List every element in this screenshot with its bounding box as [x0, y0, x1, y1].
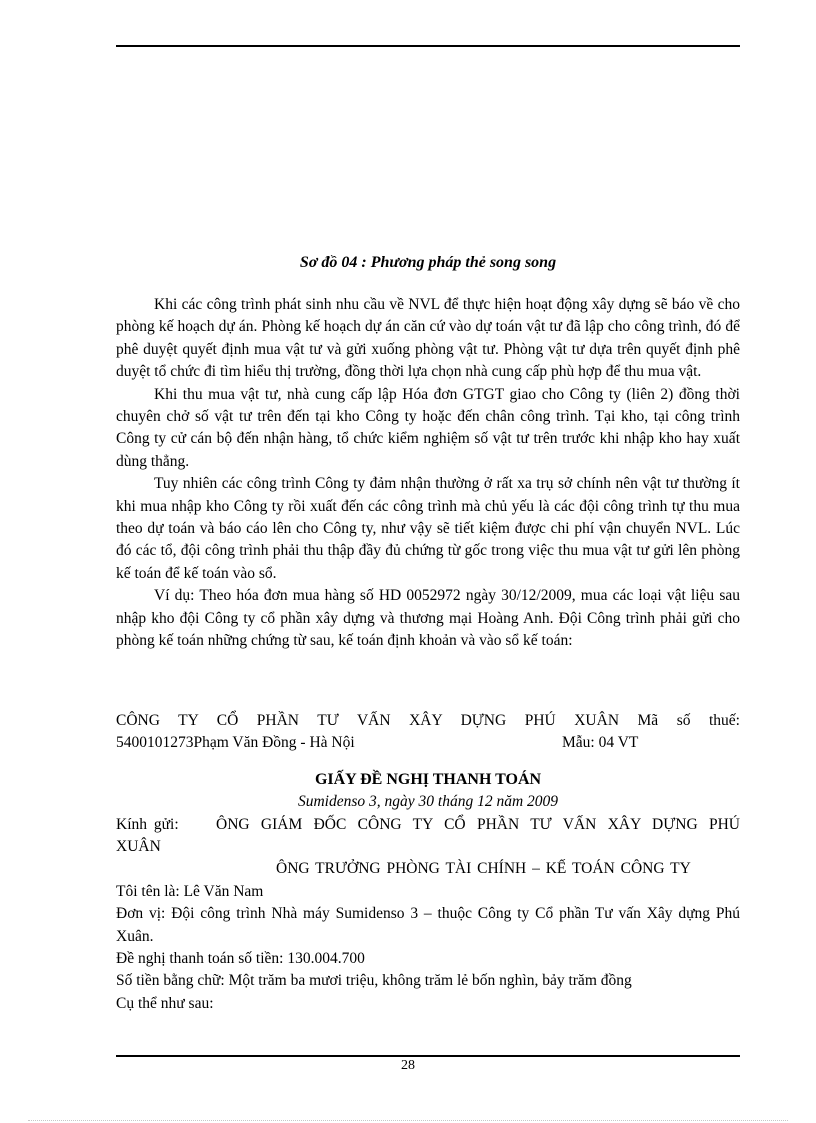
template-code: Mẫu: 04 VT [562, 734, 639, 752]
recipient-chief-accountant: ÔNG TRƯỞNG PHÒNG TÀI CHÍNH – KẾ TOÁN CÔNG TY [276, 860, 691, 878]
requested-amount: Đề nghị thanh toán số tiền: 130.004.700 [116, 950, 365, 968]
footer-rule [116, 1055, 740, 1057]
page-number: 28 [401, 1058, 415, 1073]
diagram-caption: Sơ đồ 04 : Phương pháp thẻ song song [299, 254, 557, 271]
header-rule [116, 45, 740, 47]
requester-name: Tôi tên là: Lê Văn Nam [116, 882, 264, 900]
recipient-line [116, 814, 740, 859]
details-label: Cụ thể như sau: [116, 994, 214, 1012]
body-text [116, 294, 740, 653]
payment-request-form [116, 710, 740, 1015]
paragraph-1: Khi các công trình phát sinh nhu cầu về NVL để thực hiện hoạt động xây dựng sẽ báo về cho phòng kế hoạch dự án. Phòng kế hoạch dự án căn cứ vào dự toán vật tư đã lập cho công trình, đó để phê duyệt quyết định mua vật tư và gửi xuống phòng vật tư. Phòng vật tư dựa trên quyết định phê duyệt tổ chức đi tìm hiểu thị trường, đồng thời lựa chọn nhà cung cấp phù hợp để thu mua vật. [116, 296, 740, 381]
tax-address: 5400101273Phạm Văn Đồng - Hà Nội [116, 734, 355, 752]
paragraph-2: Khi thu mua vật tư, nhà cung cấp lập Hóa đơn GTGT giao cho Công ty (liên 2) đồng thời chuyên chở số vật tư trên đến tại kho Công ty hoặc đến chân công trình. Tại kho, tại công trình Công ty cử cán bộ đến nhận hàng, tổ chức kiểm nghiệm số vật tư trên trước khi nhập kho hay xuất dùng thẳng. [116, 385, 740, 470]
paragraph-4: Ví dụ: Theo hóa đơn mua hàng số HD 0052972 ngày 30/12/2009, mua các loại vật liệu sau nhập kho đội Công ty cổ phần xây dựng và thương mại Hoàng Anh. Đội Công trình phải gửi cho phòng kế toán những chứng từ sau, kế toán định khoản và vào sổ kế toán: [116, 587, 740, 650]
form-title: GIẤY ĐỀ NGHỊ THANH TOÁN [314, 770, 542, 788]
company-header: CÔNG TY CỔ PHẦN TƯ VẤN XÂY DỰNG PHÚ XUÂN Mã số thuế: [116, 712, 740, 729]
page-edge-divider [28, 1120, 788, 1121]
tax-address-line [116, 732, 740, 754]
paragraph-3: Tuy nhiên các công trình Công ty đảm nhận thường ở rất xa trụ sở chính nên vật tư thường ít khi mua nhập kho Công ty rồi xuất đến các công trình mà chủ yếu là các đội công trình tự thu mua theo dự toán và báo cáo lên cho Công ty, như vậy sẽ tiết kiệm được chi phí vận chuyển NVL. Lúc đó các tổ, đội công trình phải thu thập đầy đủ chứng từ gốc trong việc thu mua vật tư gửi lên phòng kế toán để kế toán vào sổ. [116, 475, 740, 582]
form-date: Sumidenso 3, ngày 30 tháng 12 năm 2009 [297, 793, 559, 811]
requester-unit: Đơn vị: Đội công trình Nhà máy Sumidenso 3 – thuộc Công ty Cổ phần Tư vấn Xây dựng Phú Xuân. [116, 905, 740, 945]
recipient-director: ÔNG GIÁM ĐỐC CÔNG TY CỔ PHẦN TƯ VẤN XÂY DỰNG PHÚ XUÂN [116, 815, 740, 856]
recipient-label: Kính gửi: [116, 815, 179, 833]
amount-in-words: Số tiền bằng chữ: Một trăm ba mươi triệu, không trăm lẻ bốn nghìn, bảy trăm đồng [116, 972, 632, 990]
